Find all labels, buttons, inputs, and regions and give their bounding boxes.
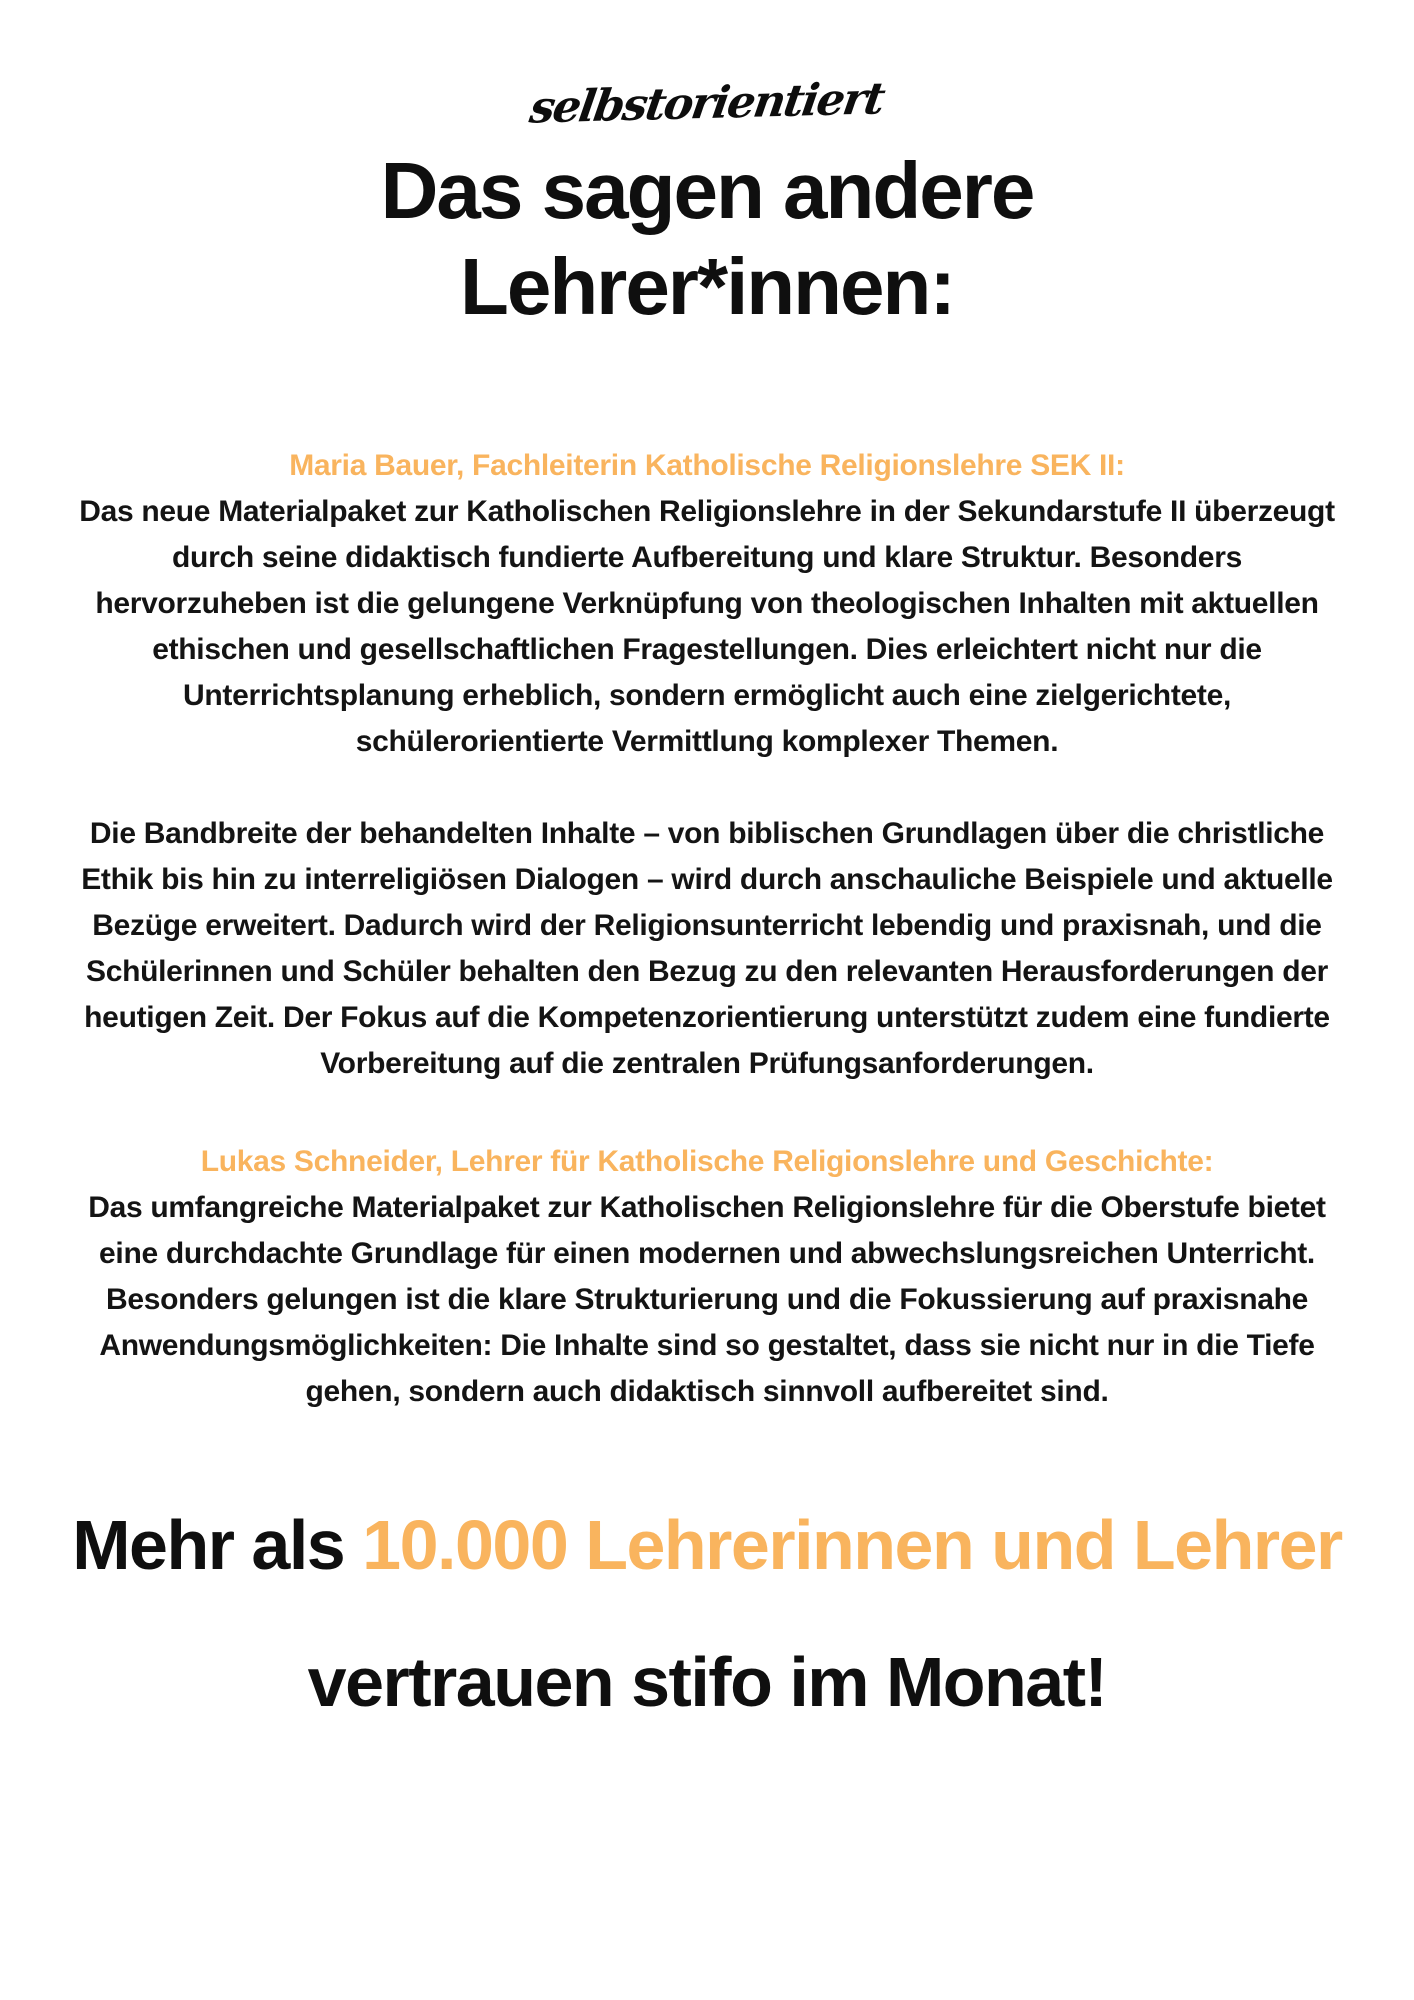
footer-claim-segment: vertrauen stifo im Monat! bbox=[307, 1642, 1107, 1721]
testimonial-lukas-schneider bbox=[64, 1139, 1350, 1415]
testimonials-section bbox=[0, 443, 1414, 1415]
page-title: Das sagen andere Lehrer*innen: bbox=[380, 146, 1034, 331]
testimonial-paragraph: Das umfangreiche Materialpaket zur Katholischen Religionslehre für die Oberstufe bietet eine durchdachte Grundlage für einen modernen und abwechslungsreichen Unterricht. Besonders gelungen ist die klare Strukturierung und die Fokussierung auf praxisnahe Anwendungsmöglichkeiten: Die Inhalte sind so gestaltet, dass sie nicht nur in die Tiefe gehen, sondern auch didaktisch sinnvoll aufbereitet sind. bbox=[88, 1191, 1326, 1408]
footer-claim bbox=[57, 1477, 1357, 1750]
testimonial-author: Maria Bauer, Fachleiterin Katholische Religionslehre SEK II: bbox=[289, 449, 1125, 482]
logo-container bbox=[0, 0, 1414, 134]
testimonial-paragraph: Die Bandbreite der behandelten Inhalte – von biblischen Grundlagen über die christliche Ethik bis hin zu interreligiösen Dialogen – wird durch anschauliche Beispiele und aktuelle Bezüge erweitert. Dadurch wird der Religionsunterricht lebendig und praxisnah, und die Schülerinnen und Schüler behalten den Bezug zu den relevanten Herausforderungen der heutigen Zeit. Der Fokus auf die Kompetenzorientierung unterstützt zudem eine fundierte Vorbereitung auf die zentralen Prüfungsanforderungen. bbox=[81, 817, 1333, 1080]
footer-claim-segment: Mehr als bbox=[72, 1506, 363, 1584]
testimonial-maria-bauer bbox=[64, 443, 1350, 1087]
testimonial-paragraph: Das neue Materialpaket zur Katholischen Religionslehre in der Sekundarstufe II überzeugt durch seine didaktisch fundierte Aufbereitung und klare Struktur. Besonders hervorzuheben ist die gelungene Verknüpfung von theologischen Inhalten mit aktuellen ethischen und gesellschaftlichen Fragestellungen. Dies erleichtert nicht nur die Unterrichtsplanung erheblich, sondern ermöglicht auch eine zielgerichtete, schülerorientierte Vermittlung komplexer Themen. bbox=[79, 495, 1335, 758]
testimonial-author: Lukas Schneider, Lehrer für Katholische Religionslehre und Geschichte: bbox=[200, 1145, 1214, 1178]
logo-selbstorientiert: selbstorientiert bbox=[526, 73, 888, 134]
footer-claim-segment-highlight: 10.000 Lehrerinnen und Lehrer bbox=[362, 1506, 1342, 1584]
